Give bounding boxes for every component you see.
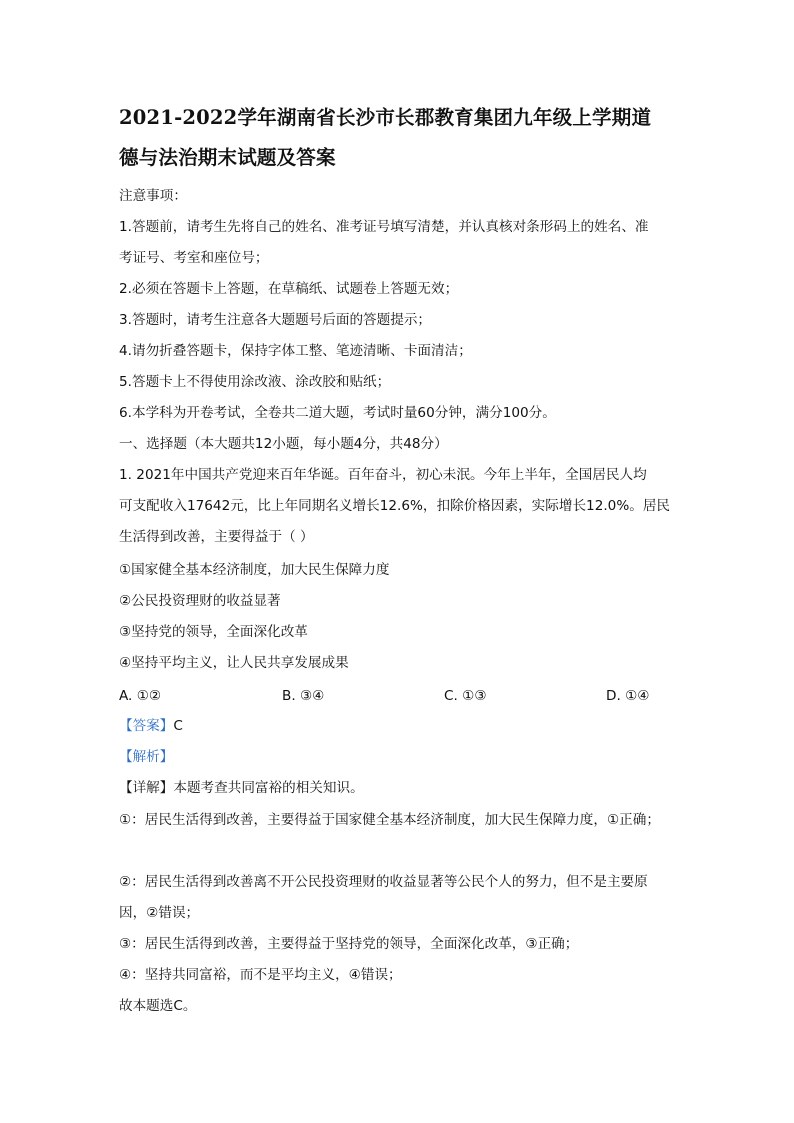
analysis-tag: 【解析】 — [119, 749, 174, 765]
notice-item-5: 5.答题卡上不得使用涂改液、涂改胶和贴纸； — [119, 374, 391, 390]
section-heading: 一、选择题（本大题共12小题，每小题4分，共48分） — [119, 436, 448, 452]
question-1-statement-3: ③坚持党的领导，全面深化改革 — [119, 624, 308, 640]
explanation-2: ②：居民生活得到改善离不开公民投资理财的收益显著等公民个人的努力，但不是主要原 — [119, 874, 648, 890]
notice-item-3: 3.答题时，请考生注意各大题题号后面的答题提示； — [119, 312, 432, 328]
question-1-stem-line-2: 可支配收入17642元，比上年同期名义增长12.6%，扣除价格因素，实际增长12.0%。居民 — [119, 498, 671, 514]
question-1-statement-2: ②公民投资理财的收益显著 — [119, 593, 281, 609]
document-title-line-1: 2021-2022学年湖南省长沙市长郡教育集团九年级上学期道 — [119, 106, 652, 129]
notice-heading: 注意事项： — [119, 188, 187, 204]
explanation-1: ①：居民生活得到改善，主要得益于国家健全基本经济制度，加大民生保障力度，①正确； — [119, 812, 660, 828]
question-1-stem-line-3: 生活得到改善，主要得益于（ ） — [119, 529, 314, 545]
notice-item-1-continued: 考证号、考室和座位号； — [119, 250, 269, 266]
conclusion-line: 故本题选C。 — [119, 998, 197, 1014]
question-1-statement-1: ①国家健全基本经济制度，加大民生保障力度 — [119, 562, 390, 578]
answer-value: C — [173, 718, 183, 734]
question-1-option-d: D. ①④ — [606, 688, 650, 704]
notice-item-1: 1.答题前，请考生先将自己的姓名、准考证号填写清楚，并认真核对条形码上的姓名、准 — [119, 219, 649, 235]
notice-item-4: 4.请勿折叠答题卡，保持字体工整、笔迹清晰、卡面清洁； — [119, 343, 472, 359]
answer-line — [119, 716, 183, 736]
question-1-stem-line-1: 1. 2021年中国共产党迎来百年华诞。百年奋斗，初心未泯。今年上半年，全国居民人均 — [119, 467, 647, 483]
question-1-option-c: C. ①③ — [444, 688, 487, 704]
explanation-3: ③：居民生活得到改善，主要得益于坚持党的领导，全面深化改革，③正确； — [119, 936, 579, 952]
question-1-option-a: A. ①② — [119, 688, 162, 704]
detail-tag: 【详解】 — [119, 780, 174, 796]
question-1-option-b: B. ③④ — [282, 688, 325, 704]
explanation-4: ④：坚持共同富裕，而不是平均主义，④错误； — [119, 967, 402, 983]
detail-text: 本题考查共同富裕的相关知识。 — [173, 780, 364, 796]
document-title-line-2: 德与法治期末试题及答案 — [119, 146, 336, 169]
notice-item-2: 2.必须在答题卡上答题，在草稿纸、试题卷上答题无效； — [119, 281, 459, 297]
notice-item-6: 6.本学科为开卷考试，全卷共二道大题，考试时量60分钟，满分100分。 — [119, 405, 556, 421]
detail-line — [119, 778, 364, 798]
question-1-statement-4: ④坚持平均主义，让人民共享发展成果 — [119, 655, 349, 671]
explanation-2-continued: 因，②错误； — [119, 905, 200, 921]
answer-tag: 【答案】 — [119, 718, 174, 734]
